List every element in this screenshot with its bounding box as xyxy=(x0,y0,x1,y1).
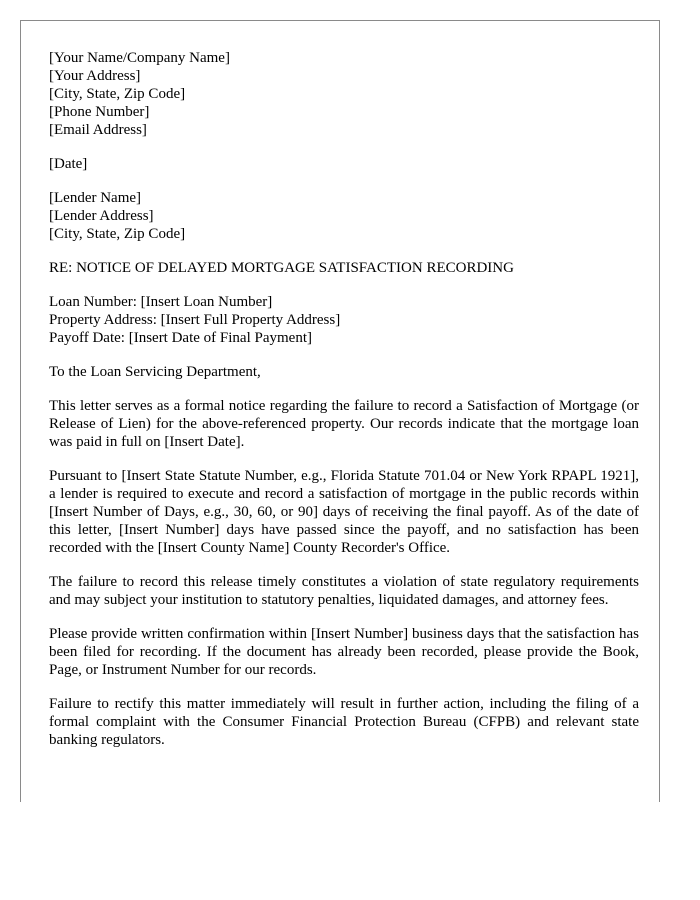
paragraph-confirmation-request: Please provide written confirmation within [Insert Number] business days that the satisfaction has been filed for recording. If the document has already been recorded, please provide the Book, Page, or Instrument Number for our records. xyxy=(49,626,639,678)
loan-number: Loan Number: [Insert Loan Number] xyxy=(49,294,273,310)
sender-phone: [Phone Number] xyxy=(49,104,150,120)
letter-page xyxy=(20,20,660,802)
property-address: Property Address: [Insert Full Property Address] xyxy=(49,312,341,328)
sender-city-state-zip: [City, State, Zip Code] xyxy=(49,86,186,102)
sender-block xyxy=(49,49,639,139)
paragraph-violation: The failure to record this release timely constitutes a violation of state regulatory requirements and may subject your institution to statutory penalties, liquidated damages, and attorney fees. xyxy=(49,574,639,608)
paragraph-notice: This letter serves as a formal notice regarding the failure to record a Satisfaction of Mortgage (or Release of Lien) for the above-referenced property. Our records indicate that the mortgage loan was paid in full on [Insert Date]. xyxy=(49,398,639,450)
sender-email: [Email Address] xyxy=(49,122,147,138)
paragraph-statute: Pursuant to [Insert State Statute Number, e.g., Florida Statute 701.04 or New York RPAPL 1921], a lender is required to execute and record a satisfaction of mortgage in the public records within [Insert Number of Days, e.g., 30, 60, or 90] days of receiving the final payoff. As of the date of this letter, [Insert Number] days have passed since the payoff, and no satisfaction has been recorded with the [Insert County Name] County Recorder's Office. xyxy=(49,468,639,556)
recipient-address: [Lender Address] xyxy=(49,208,154,224)
salutation: To the Loan Servicing Department, xyxy=(49,364,261,380)
recipient-block xyxy=(49,189,639,243)
letter-date: [Date] xyxy=(49,156,88,172)
sender-name: [Your Name/Company Name] xyxy=(49,50,230,66)
payoff-date: Payoff Date: [Insert Date of Final Payment] xyxy=(49,330,312,346)
sender-address: [Your Address] xyxy=(49,68,141,84)
loan-details-block xyxy=(49,293,639,347)
recipient-city-state-zip: [City, State, Zip Code] xyxy=(49,226,186,242)
paragraph-further-action: Failure to rectify this matter immediately will result in further action, including the filing of a formal complaint with the Consumer Financial Protection Bureau (CFPB) and relevant state banking regulators. xyxy=(49,696,639,748)
date-block xyxy=(49,155,639,173)
letter-body xyxy=(49,49,639,765)
recipient-name: [Lender Name] xyxy=(49,190,142,206)
subject-line: RE: NOTICE OF DELAYED MORTGAGE SATISFACTION RECORDING xyxy=(49,260,514,276)
